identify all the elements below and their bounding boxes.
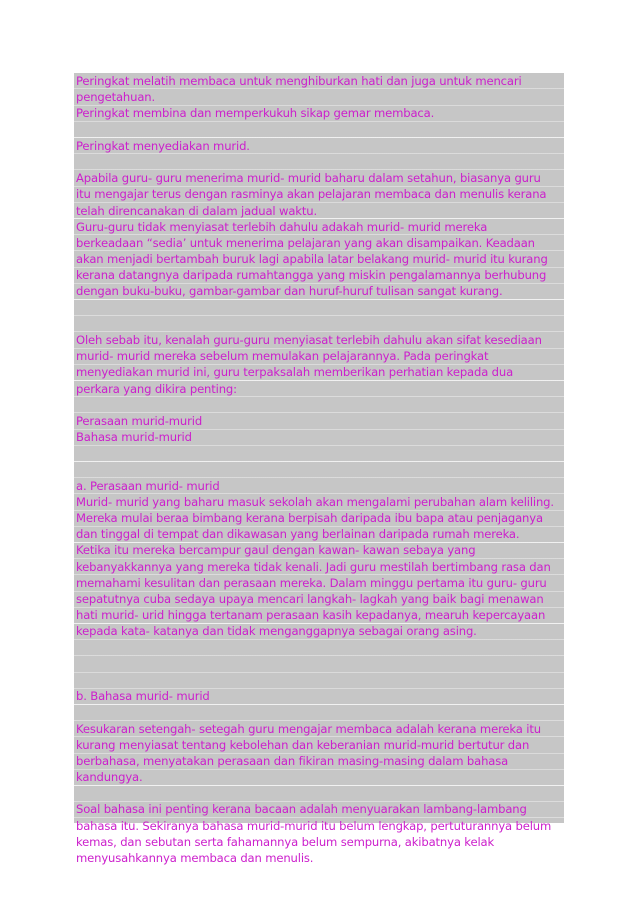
text-line: Murid- murid yang baharu masuk sekolah akan mengalami perubahan alam keliling. — [76, 494, 554, 509]
text-line: berbahasa, menyatakan perasaan dan fikiran masing-masing dalam bahasa — [76, 753, 509, 768]
text-line: sepatutnya cuba sedaya upaya mencari langkah- lagkah yang baik bagi menawan — [76, 592, 544, 606]
text-line: Soal bahasa ini penting kerana bacaan adalah menyuarakan lambang-lambang — [76, 802, 527, 817]
text-line: dengan buku-buku, gambar-gambar dan huruf-huruf tulisan sangat kurang. — [76, 284, 503, 299]
text-line: Bahasa murid-murid — [76, 430, 192, 445]
blank-line — [76, 656, 564, 672]
text-line: telah direncanakan di dalam jadual waktu. — [76, 203, 317, 218]
text-line: Ketika itu mereka bercampur gaul dengan kawan- kawan sebaya yang — [76, 543, 476, 558]
text-line: Kesukaran setengah- setegah guru mengajar membaca adalah kerana mereka itu — [76, 721, 541, 736]
text-line: menyediakan murid ini, guru terpaksalah memberikan perhatian kepada dua — [76, 365, 514, 380]
text-line: kandungya. — [76, 770, 143, 785]
blank-line — [76, 154, 564, 170]
text-line: Oleh sebab itu, kenalah guru-guru menyiasat terlebih dahulu akan sifat kesediaan — [76, 333, 542, 347]
blank-line — [76, 640, 564, 656]
text-line: kepada kata- katanya dan tidak menganggapnya sebagai orang asing. — [76, 624, 477, 639]
text-line: Guru-guru tidak menyiasat terlebih dahulu adakah murid- murid mereka — [76, 219, 488, 234]
text-line: Peringkat menyediakan murid. — [76, 138, 250, 153]
text-line: hati murid- urid hingga tertanam perasaan kasih kepadanya, mearuh kepercayaan — [76, 608, 546, 623]
text-line: Peringkat membina dan memperkukuh sikap gemar membaca. — [76, 106, 435, 121]
blank-line — [76, 316, 564, 332]
text-line: Peringkat melatih membaca untuk menghiburkan hati dan juga untuk mencari — [76, 74, 522, 88]
text-line: kemas, dan sebutan serta fahamannya belum sempurna, akibatnya kelak — [76, 834, 495, 849]
text-line: b. Bahasa murid- murid — [76, 689, 210, 704]
blank-line — [76, 445, 564, 461]
blank-line — [76, 462, 564, 478]
text-line: murid- murid mereka sebelum memulakan pelajarannya. Pada peringkat — [76, 349, 489, 364]
blank-line — [76, 397, 564, 413]
blank-line — [76, 672, 564, 688]
blank-line — [76, 300, 564, 316]
text-line: bahasa itu. Sekiranya bahasa murid-murid itu belum lengkap, pertuturannya belum — [76, 818, 552, 833]
text-line: perkara yang dikira penting: — [76, 381, 237, 396]
document-text — [76, 73, 564, 866]
text-line: kurang menyiasat tentang kebolehan dan keberanian murid-murid bertutur dan — [76, 737, 530, 752]
text-line: a. Perasaan murid- murid — [76, 478, 220, 493]
text-line: kerana datangnya daripada rumahtangga yang miskin pengalamannya berhubung — [76, 268, 547, 283]
text-line: pengetahuan. — [76, 90, 156, 105]
blank-line — [76, 785, 564, 801]
text-line: berkeadaan “sedia’ untuk menerima pelajaran yang akan disampaikan. Keadaan — [76, 235, 535, 250]
blank-line — [76, 704, 564, 720]
text-line: akan menjadi bertambah buruk lagi apabila latar belakang murid- murid itu kurang — [76, 252, 548, 267]
text-line: Perasaan murid-murid — [76, 413, 203, 428]
text-line: dan tinggal di tempat dan dikawasan yang berlainan daripada rumah mereka. — [76, 527, 520, 542]
text-line: itu mengajar terus dengan rasminya akan pelajaran membaca dan menulis kerana — [76, 187, 547, 202]
text-line: Mereka mulai beraa bimbang kerana berpisah daripada ibu bapa atau penjaganya — [76, 511, 543, 526]
text-line: kebanyakkannya yang mereka tidak kenali. Jadi guru mestilah bertimbang rasa dan — [76, 559, 551, 574]
blank-line — [76, 122, 564, 138]
text-line: Apabila guru- guru menerima murid- murid baharu dalam setahun, biasanya guru — [76, 171, 541, 186]
text-line: menyusahkannya membaca dan menulis. — [76, 851, 314, 865]
text-line: memahami kesulitan dan perasaan mereka. Dalam minggu pertama itu guru- guru — [76, 575, 547, 590]
